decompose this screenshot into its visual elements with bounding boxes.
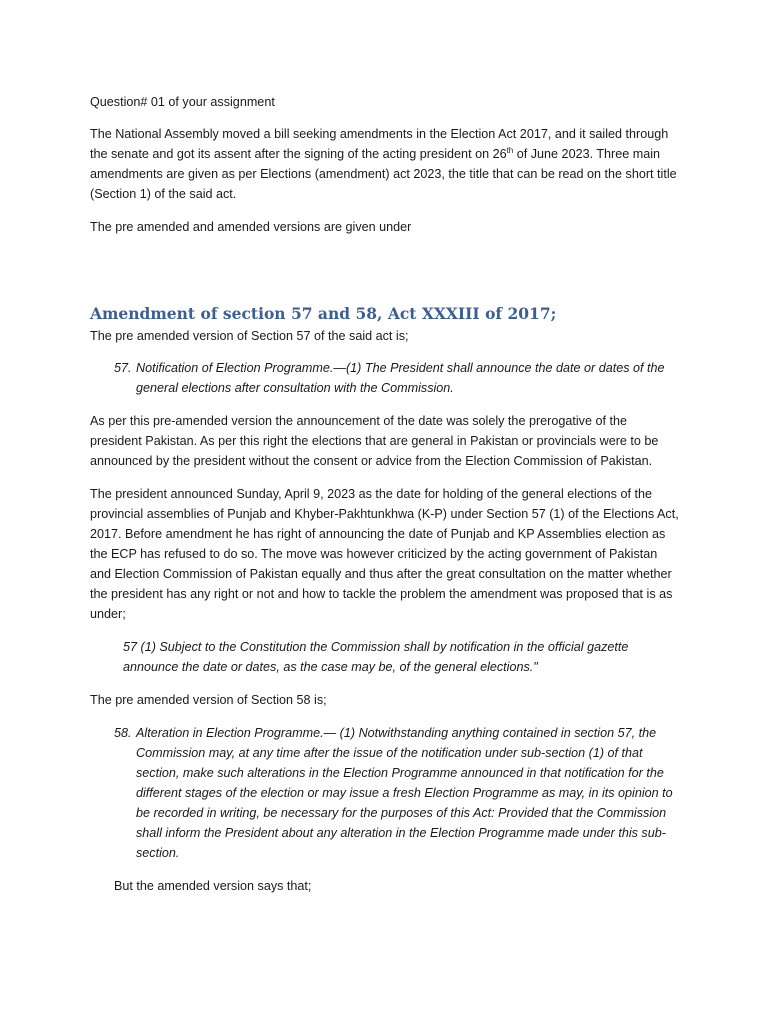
intro-superscript: th bbox=[506, 145, 514, 155]
prerogative-paragraph: As per this pre-amended version the announcement of the date was solely the prerogative of the president Pakistan. As per this right the elections that are general in Pakistan or provincials were to be announced by the president without the consent or advice from the Election Commission of Pakistan. bbox=[90, 414, 659, 468]
s57-number: 57. bbox=[114, 361, 132, 375]
s58-pre-intro: The pre amended version of Section 58 is; bbox=[90, 693, 327, 707]
versions-intro: The pre amended and amended versions are given under bbox=[90, 220, 412, 234]
s57-pre-intro: The pre amended version of Section 57 of the said act is; bbox=[90, 329, 409, 343]
intro-text-part2: of June 2023. Three main amendments are given as per Elections (amendment) act 2023, the title that can be read on the short title (Section 1) of the said act. bbox=[90, 147, 677, 201]
s58-text: Alteration in Election Programme.— (1) Notwithstanding anything contained in section 57, the Commission may, at any time after the issue of the notification under sub-section (1) of that section, make such alterations in the Election Programme announced in that notification for the different stages of the election or may issue a fresh Election Programme as may, in its opinion to be recorded in writing, be necessary for the purposes of this Act: Provided that the Commission shall inform the President about any alteration in the Election Programme made under this sub-section. bbox=[136, 726, 673, 860]
amended-intro: But the amended version says that; bbox=[114, 879, 312, 893]
s58-number: 58. bbox=[114, 726, 132, 740]
president-paragraph: The president announced Sunday, April 9, 2023 as the date for holding of the general elections of the provincial assemblies of Punjab and Khyber-Pakhtunkhwa (K-P) under Section 57 (1) of the Elections Act, 2017. Before amendment he has right of announcing the date of Punjab and KP Assemblies election as the ECP has refused to do so. The move was however criticized by the acting government of Pakistan and Election Commission of Pakistan equally and thus after the great consultation on the matter whether the president has any right or not and how to tackle the problem the amendment was proposed that is as under; bbox=[90, 487, 679, 621]
s58-clause bbox=[114, 723, 684, 863]
s57-text: Notification of Election Programme.—(1) The President shall announce the date or dates of the general elections after consultation with the Commission. bbox=[136, 361, 665, 395]
intro-paragraph bbox=[90, 124, 680, 204]
section-heading: Amendment of section 57 and 58, Act XXXIII of 2017; bbox=[90, 304, 557, 323]
intro-text-part1: The National Assembly moved a bill seeking amendments in the Election Act 2017, and it sailed through the senate and got its assent after the signing of the acting president on 26 bbox=[90, 127, 669, 161]
question-label: Question# 01 of your assignment bbox=[90, 95, 275, 109]
s57-clause bbox=[114, 358, 684, 398]
s57-amended-quote: 57 (1) Subject to the Constitution the Commission shall by notification in the official gazette announce the date or dates, as the case may be, of the general elections." bbox=[123, 640, 629, 674]
